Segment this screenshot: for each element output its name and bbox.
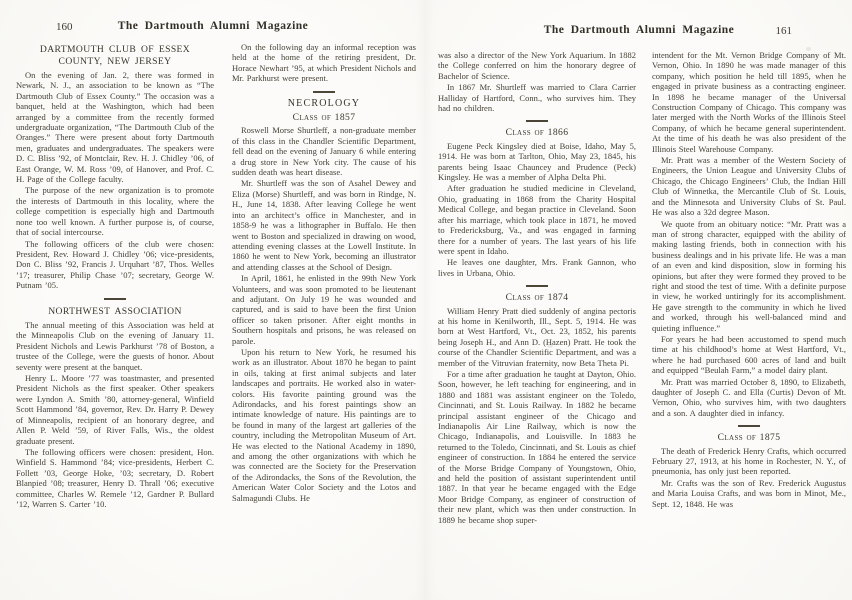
column-3: [438, 50, 636, 525]
paragraph: The annual meeting of this Association was held at the Minneapolis Club on the evening of January 11. President Nichols and Lewis Parkhurst ’78 of Boston, a trustee of the College, were the guests of honor. About seventy were present at the banquet.: [16, 320, 214, 372]
paragraph: intendent for the Mt. Vernon Bridge Company of Mt. Vernon, Ohio. In 1890 he was made manager of this company, which position he held till 1895, when he engaged in private business as a contracting engineer. In 1898 he became manager of the Universal Construction Company of Chicago. This company was later merged with the North Works of the Illinois Steel Company, of which he became general superintendent. At the time of his death he was also president of the Illinois Steel Warehouse Company.: [652, 50, 846, 154]
section-divider: [526, 285, 548, 287]
page-number-left: 160: [56, 21, 73, 33]
paragraph: The death of Frederick Henry Crafts, which occurred February 27, 1913, at his home in Rochester, N. Y., of pneumonia, has only just been reported.: [652, 445, 846, 477]
paragraph: William Henry Pratt died suddenly of angina pectoris at his home in Kenilworth, Ill., Sept. 5, 1914. He was born at West Hartford, Vt., Oct. 23, 1852, his parents being Joseph H., and Ann D. (Hazen) Pratt. He took the course of the Chandler Scientific Department, and was a member of the Vitruvian fraternity, now Beta Theta Pi.: [438, 305, 636, 368]
paragraph: Mr. Crafts was the son of Rev. Frederick Augustus and Maria Louisa Crafts, and was born in Minot, Me., Sept. 12, 1848. He was: [652, 477, 846, 509]
paragraph: The purpose of the new organization is to promote the interests of Dartmouth in this locality, where the college competition is especially high and Dartmouth none too well known. A further purpose is, of course, that of social intercourse.: [16, 185, 214, 238]
paragraph: The following officers were chosen: president, Hon. Winfield S. Hammond ’84; vice-presidents, Herbert C. Follett ’03, George Hoke, ’03; secretary, D. Robert Blanpied ’08; treasurer, Henry D. Thrall ’06; executive committee, Charles W. Remele ’12, Gardner P. Bullard ’12, Warren S. Carter ’10.: [16, 446, 214, 509]
section-divider: [738, 425, 760, 427]
class-heading: Class of 1866: [505, 127, 569, 139]
article-title: DARTMOUTH CLUB OF ESSEX COUNTY, NEW JERSEY: [39, 44, 191, 67]
paragraph: We quote from an obituary notice: “Mr. Pratt was a man of strong character, equipped with the ability of making lasting friends, both in connection with his business dealings and in his private life. He was a man of an even and kind disposition, slow in forming his opinions, but after they were formed they proved to be right and stood the test of time. With a definite purpose in view, he worked untiringly for its accomplishment. He gave strength to the community in which he lived and worked, through his well-balanced mind and quieting influence.”: [652, 218, 846, 333]
section-title-necrology: NECROLOGY: [287, 97, 361, 109]
article-title: NORTHWEST ASSOCIATION: [48, 305, 182, 317]
paragraph: Mr. Pratt was married October 8, 1890, to Elizabeth, daughter of Joseph C. and Ella (Curtis) Devon of Mt. Vernon, Ohio, who survives him, with two daughters and a son. A daughter died in infancy.: [652, 376, 846, 418]
paragraph: In 1867 Mr. Shurtleff was married to Clara Carrier Halliday of Hartford, Conn., who survives him. They had no children.: [438, 82, 636, 114]
section-divider: [313, 91, 335, 93]
paragraph: Eugene Peck Kingsley died at Boise, Idaho, May 5, 1914. He was born at Tarlton, Ohio, May 23, 1845, his parents being Isaac Chauncey and Prudence (Peck) Kingsley. He was a member of Alpha Delta Phi.: [438, 140, 636, 183]
paragraph: Roswell Morse Shurtleff, a non-graduate member of this class in the Chandler Scientific Department, fell dead on the evening of January 6 while entering a drug store in New York city. The cause of his sudden death was heart disease.: [232, 125, 416, 178]
paragraph: was also a director of the New York Aquarium. In 1882 the College conferred on him the honorary degree of Bachelor of Science.: [438, 50, 636, 81]
paragraph: After graduation he studied medicine in Cleveland, Ohio, graduating in 1868 from the Charity Hospital Medical College, and began practice in Cleveland. Soon after his marriage, which took place in 1871, he moved to Fredericksburg, Va., and was engaged in farming there for a number of years. The last years of his life were spent in Idaho.: [438, 183, 636, 256]
page-161: [426, 0, 852, 600]
column-2: [232, 42, 416, 503]
scan-artifact: [547, 344, 553, 348]
running-header-right: The Dartmouth Alumni Magazine: [543, 24, 735, 36]
section-divider: [104, 298, 126, 300]
class-heading: Class of 1875: [717, 432, 781, 444]
paragraph: On the following day an informal reception was held at the home of the retiring president, Dr. Horace Newhart ’95, at which President Nichols and Mr. Parkhurst were present.: [232, 42, 416, 84]
scan-artifact: [806, 47, 811, 51]
class-heading: Class of 1874: [505, 292, 569, 304]
running-header-left: The Dartmouth Alumni Magazine: [117, 20, 309, 32]
paragraph: For a time after graduation he taught at Dayton, Ohio. Soon, however, he left teaching for engineering, and in 1880 and 1881 was assistant engineer on the Toledo, Cincinnati, and St. Louis Railway. In 1882 he became principal assistant engineer of the Chicago and Indianapolis Air Line Railway, which is now the Chicago, Indianapolis, and Louisville. In 1883 he returned to the Toledo, Cincinnati, and St. Louis as chief engineer of construction. In 1884 he entered the service of the Morse Bridge Company of Youngstown, Ohio, and held the position of assistant superintendent until 1887. In that year he became engaged with the Edge Moor Bridge Company, as engineer of construction of their new plant, which was then under construction. In 1889 he became shop super-: [438, 368, 636, 525]
paragraph: For years he had been accustomed to spend much time at his childhood’s home at West Hartford, Vt., where he had purchased 600 acres of land and built and equipped “Beulah Farm,” a model dairy plant.: [652, 333, 846, 376]
paragraph: Mr. Shurtleff was the son of Asahel Dewey and Eliza (Morse) Shurtleff, and was born in Rindge, N. H., June 14, 1838. After leaving College he went into an architect’s office in Manchester, and in 1858-9 he was a lithographer in Buffalo. He then went to Boston and specialized in drawing on wood, attending evening classes at the Lowell Institute. In 1860 he went to New York, becoming an illustrator and attending classes at the School of Design.: [232, 178, 416, 272]
class-heading: Class of 1857: [292, 112, 356, 124]
paragraph: Mr. Pratt was a member of the Western Society of Engineers, the Union League and University Clubs of Chicago, the Chicago Engineers’ Club, the Indian Hill Club of Winnetka, the Mercantile Club of St. Louis, and the Minnesota and University Clubs of St. Paul. He was also a 32d degree Mason.: [652, 155, 846, 218]
paragraph: In April, 1861, he enlisted in the 99th New York Volunteers, and was soon promoted to be lieutenant and adjutant. On July 19 he was wounded and captured, and is said to have been the first Union officer so taken prisoner. After eight months in Southern hospitals and prisons, he was released on parole.: [232, 273, 416, 346]
paragraph: On the evening of Jan. 2, there was formed in Newark, N. J., an association to be known as “The Dartmouth Club of Essex County.” The occasion was a banquet, held at the Washington, which had been arranged by a committee from the recently formed undergraduate organization, “The Dartmouth Club of the Oranges.” There were present about forty Dartmouth men, graduates and undergraduates. The speakers were D. C. Bliss ’92, of Montclair, Rev. H. J. Chidley ’06, of East Orange, W. M. Ross ’09, of Hanover, and Prof. C. H. Page of the College faculty.: [16, 70, 214, 185]
section-divider: [526, 120, 548, 122]
column-1: [16, 42, 214, 509]
paragraph: He leaves one daughter, Mrs. Frank Gannon, who lives in Urbana, Ohio.: [438, 257, 636, 278]
page-number-right: 161: [775, 25, 792, 37]
paragraph: Henry L. Moore ’77 was toastmaster, and presented President Nichols as the first speaker. Other speakers were Lyndon A. Smith ’80, attorney-general, Winfield Scott Hammond ’84, governor, Rev. Dr. Harry P. Dewey of Minneapolis, recipient of an honorary degree, and Allen P. Weld ’59, of River Falls, Wis., the oldest graduate present.: [16, 373, 214, 446]
column-4: [652, 50, 846, 509]
paragraph: The following officers of the club were chosen: President, Rev. Howard J. Chidley ’06; vice-presidents, Don C. Bliss ’92, Francis J. Urquhart ’87, Thos. Welles ’17; treasurer, Philip Chase ’07; secretary, George W. Putnam ’05.: [16, 238, 214, 291]
paragraph: Upon his return to New York, he resumed his work as an illustrator. About 1870 he began to paint in oils, taking at first animal subjects and later landscapes and portraits. He worked also in water-colors. His favorite painting ground was the Adirondacks, and his forest paintings show an intimate knowledge of nature. His paintings are to be found in many of the largest art galleries of the country, including the Metropolitan Museum of Art. He was elected to the National Academy in 1890, and among the other organizations with which he was connected are the Society for the Preservation of the Adirondacks, the Sons of the Revolution, the American Water Color Society and the Lotos and Salmagundi Clubs. He: [232, 346, 416, 503]
